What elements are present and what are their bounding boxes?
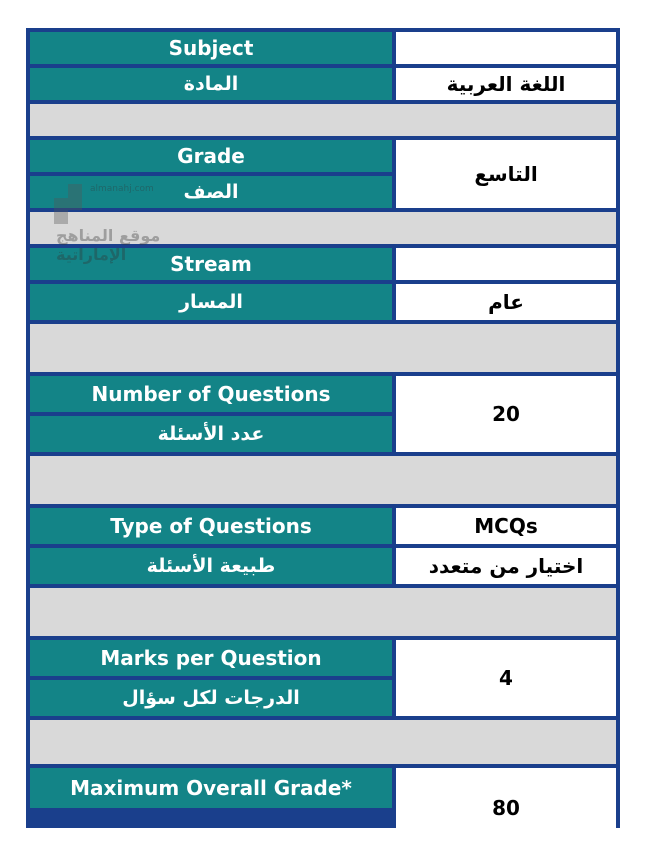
questions-value: 20 <box>396 376 616 452</box>
questions-label-en: Number of Questions <box>30 376 392 412</box>
grade-value: التاسع <box>396 140 616 208</box>
row-separator <box>30 456 616 504</box>
stream-label-ar: المسار <box>30 284 392 320</box>
watermark-url: almanahj.com <box>90 184 154 194</box>
watermark-site-name: موقع المناهج الإماراتية <box>56 226 161 264</box>
row-separator <box>30 588 616 636</box>
subject-label-en: Subject <box>30 32 392 64</box>
subject-value-ar: اللغة العربية <box>396 68 616 100</box>
grade-label-en: Grade <box>30 140 392 172</box>
type-value-ar: اختيار من متعدد <box>396 548 616 584</box>
row-separator <box>30 720 616 764</box>
maximum-label-en: Maximum Overall Grade* <box>30 768 392 808</box>
type-label-ar: طبيعة الأسئلة <box>30 548 392 584</box>
row-separator <box>30 212 616 244</box>
stream-value-ar: عام <box>396 284 616 320</box>
subject-value-en <box>396 32 616 64</box>
maximum-value: 80 <box>396 768 616 848</box>
row-separator <box>30 104 616 136</box>
subject-label-ar: المادة <box>30 68 392 100</box>
row-separator <box>30 324 616 372</box>
type-label-en: Type of Questions <box>30 508 392 544</box>
exam-info-table <box>26 28 620 828</box>
questions-label-ar: عدد الأسئلة <box>30 416 392 452</box>
stream-value-en <box>396 248 616 280</box>
type-value-en: MCQs <box>396 508 616 544</box>
grade-label-ar: الصف <box>30 176 392 208</box>
stream-label-en: Stream <box>30 248 392 280</box>
marks-label-ar: الدرجات لكل سؤال <box>30 680 392 716</box>
marks-value: 4 <box>396 640 616 716</box>
marks-label-en: Marks per Question <box>30 640 392 676</box>
